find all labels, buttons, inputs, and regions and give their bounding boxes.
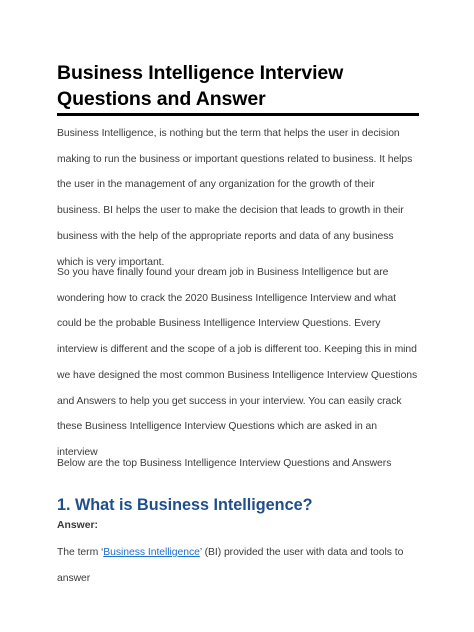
context-paragraph: So you have finally found your dream job in Business Intelligence but are wondering how to crack the 2020 Business Intelligence Interview and what could be the probable Business Intelligence Interview Questions. Every interview is different and the scope of a job is different too. Keeping this in mind we have designed the most common Business Intelligence Interview Questions and Answers to help you get success in your interview. You can easily crack these Business Intelligence Interview Questions which are asked in an interview [57,267,418,458]
answer-label: Answer: [57,520,98,531]
answer-prefix-text: The term ‘ [57,547,104,558]
answer-paragraph [57,540,419,591]
list-intro-paragraph: Below are the top Business Intelligence Interview Questions and Answers [57,458,392,469]
title-underline-rule [57,113,419,116]
answer-suffix-text: ’ (BI) provided the user with data and tools to answer [57,547,404,584]
business-intelligence-link[interactable]: Business Intelligence [103,547,200,558]
intro-paragraph: Business Intelligence, is nothing but the term that helps the user in decision making to run the business or important questions related to business. It helps the user in the management of any organization for the growth of their business. BI helps the user to make the decision that leads to growth in their business with the help of the appropriate reports and data of any business which is very important. [57,128,413,268]
document-title: Business Intelligence Interview Questions and Answer [57,62,344,110]
question-1-heading: 1. What is Business Intelligence? [57,496,313,514]
